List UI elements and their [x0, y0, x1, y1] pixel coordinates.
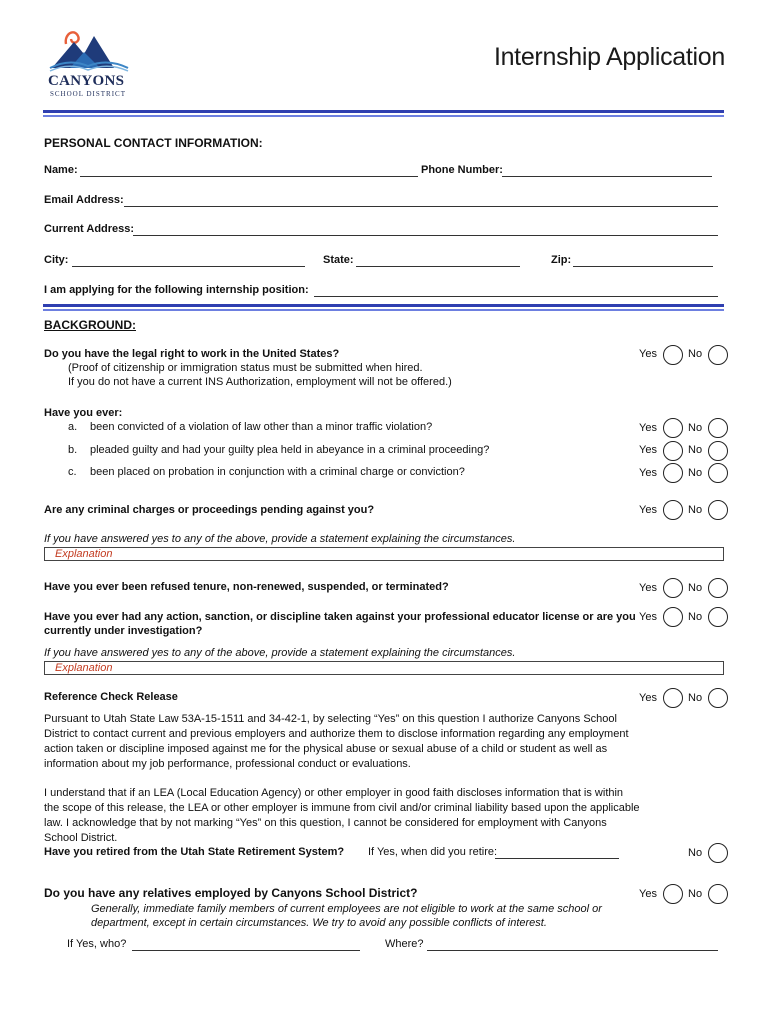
no-radio[interactable] — [708, 884, 728, 904]
legal-note-1: (Proof of citizenship or immigration status must be submitted when hired. — [68, 362, 423, 374]
sub-b-text: pleaded guilty and had your guilty plea held in abeyance in a criminal proceeding? — [90, 444, 490, 456]
question-license-1: Have you ever had any action, sanction, or discipline taken against your professional educator license or are you — [44, 611, 636, 623]
no-label: No — [688, 582, 703, 594]
reference-paragraph-2: I understand that if an LEA (Local Education Agency) or other employer in good faith discloses information that is within the scope of this release, the LEA or other employer is immune from civil and/or criminal liability based upon the applicable law. I acknowledge that by not marking “Yes” on this question, I cannot be considered for employment with Canyons School District. — [44, 787, 640, 844]
no-radio[interactable] — [708, 463, 728, 483]
no-radio[interactable] — [708, 578, 728, 598]
sub-c-text: been placed on probation in conjunction with a criminal charge or conviction? — [90, 466, 465, 478]
page-title: Internship Application — [493, 43, 725, 71]
no-label: No — [688, 847, 703, 859]
explanation-label: Explanation — [55, 548, 113, 560]
no-label: No — [688, 422, 703, 434]
background-heading: BACKGROUND: — [44, 318, 136, 332]
state-field[interactable] — [356, 266, 520, 267]
no-radio[interactable] — [708, 607, 728, 627]
header-rule — [43, 110, 724, 113]
no-radio[interactable] — [708, 418, 728, 438]
yes-radio[interactable] — [663, 418, 683, 438]
no-label: No — [688, 467, 703, 479]
question-tenure: Have you ever been refused tenure, non-renewed, suspended, or terminated? — [44, 581, 449, 593]
reference-check-heading: Reference Check Release — [44, 691, 178, 703]
no-radio[interactable] — [708, 688, 728, 708]
yes-label: Yes — [639, 348, 657, 360]
yes-label: Yes — [639, 692, 657, 704]
question-relatives: Do you have any relatives employed by Canyons School District? — [44, 886, 418, 900]
question-license-2: currently under investigation? — [44, 625, 203, 637]
position-label: I am applying for the following internship position: — [44, 284, 309, 296]
no-label: No — [688, 444, 703, 456]
no-label: No — [688, 348, 703, 360]
no-label: No — [688, 692, 703, 704]
no-label: No — [688, 888, 703, 900]
city-field[interactable] — [72, 266, 305, 267]
section-rule-light — [43, 309, 724, 311]
header-rule-light — [43, 115, 724, 117]
yes-label: Yes — [639, 888, 657, 900]
phone-field[interactable] — [502, 176, 712, 177]
personal-heading: PERSONAL CONTACT INFORMATION: — [44, 136, 263, 150]
yes-radio[interactable] — [663, 441, 683, 461]
yes-radio[interactable] — [663, 345, 683, 365]
no-radio[interactable] — [708, 500, 728, 520]
name-label: Name: — [44, 164, 78, 176]
retired-when-label: If Yes, when did you retire: — [368, 846, 498, 858]
relatives-note-2: department, except in certain circumstances. We try to avoid any possible conflicts of interest. — [91, 917, 547, 929]
name-field[interactable] — [80, 176, 418, 177]
no-radio[interactable] — [708, 441, 728, 461]
address-label: Current Address: — [44, 223, 135, 235]
no-label: No — [688, 504, 703, 516]
question-retired: Have you retired from the Utah State Retirement System? — [44, 846, 345, 858]
address-field[interactable] — [133, 235, 718, 236]
retired-date-field[interactable] — [495, 858, 619, 859]
explain-note-2: If you have answered yes to any of the above, provide a statement explaining the circumstances. — [44, 647, 516, 659]
relatives-who-label: If Yes, who? — [67, 938, 127, 950]
zip-label: Zip: — [551, 254, 572, 266]
logo-name: CANYONS — [48, 73, 125, 89]
yes-label: Yes — [639, 582, 657, 594]
sub-a-text: been convicted of a violation of law other than a minor traffic violation? — [90, 421, 433, 433]
zip-field[interactable] — [573, 266, 713, 267]
reference-paragraph-1: Pursuant to Utah State Law 53A-15-1511 and 34-42-1, by selecting “Yes” on this question I authorize Canyons School District to contact current and previous employers and authorize them to disclose information regarding any employment action taken or discipline imposed against me for the physical abuse or sexual abuse of a child or student as well as information about my job performance, professional conduct or evaluations. — [44, 713, 629, 770]
district-logo — [44, 22, 134, 100]
question-legal-right: Do you have the legal right to work in the United States? — [44, 348, 340, 360]
explain-note-1: If you have answered yes to any of the above, provide a statement explaining the circumstances. — [44, 533, 516, 545]
logo-mountain-icon — [44, 22, 134, 72]
yes-label: Yes — [639, 504, 657, 516]
yes-radio[interactable] — [663, 578, 683, 598]
section-rule — [43, 304, 724, 307]
legal-note-2: If you do not have a current INS Authorization, employment will not be offered.) — [68, 376, 452, 388]
yes-radio[interactable] — [663, 500, 683, 520]
yes-label: Yes — [639, 467, 657, 479]
question-pending-charges: Are any criminal charges or proceedings pending against you? — [44, 504, 375, 516]
no-label: No — [688, 611, 703, 623]
explanation-label: Explanation — [55, 662, 113, 674]
yes-radio[interactable] — [663, 688, 683, 708]
position-field[interactable] — [314, 296, 718, 297]
relatives-note-1: Generally, immediate family members of current employees are not eligible to work at the same school or — [91, 903, 602, 915]
relatives-where-field[interactable] — [427, 950, 718, 951]
yes-radio[interactable] — [663, 884, 683, 904]
email-label: Email Address: — [44, 194, 124, 206]
relatives-who-field[interactable] — [132, 950, 360, 951]
yes-label: Yes — [639, 611, 657, 623]
no-radio[interactable] — [708, 345, 728, 365]
no-radio[interactable] — [708, 843, 728, 863]
phone-label: Phone Number: — [421, 164, 503, 176]
sub-b-letter: b. — [68, 444, 78, 456]
sub-c-letter: c. — [68, 466, 77, 478]
relatives-where-label: Where? — [385, 938, 424, 950]
have-you-ever-label: Have you ever: — [44, 407, 123, 419]
state-label: State: — [323, 254, 354, 266]
email-field[interactable] — [124, 206, 718, 207]
explanation-box-1[interactable] — [44, 547, 724, 561]
sub-a-letter: a. — [68, 421, 78, 433]
logo-subtitle: SCHOOL DISTRICT — [50, 90, 126, 98]
yes-label: Yes — [639, 444, 657, 456]
yes-label: Yes — [639, 422, 657, 434]
explanation-box-2[interactable] — [44, 661, 724, 675]
yes-radio[interactable] — [663, 607, 683, 627]
city-label: City: — [44, 254, 69, 266]
yes-radio[interactable] — [663, 463, 683, 483]
